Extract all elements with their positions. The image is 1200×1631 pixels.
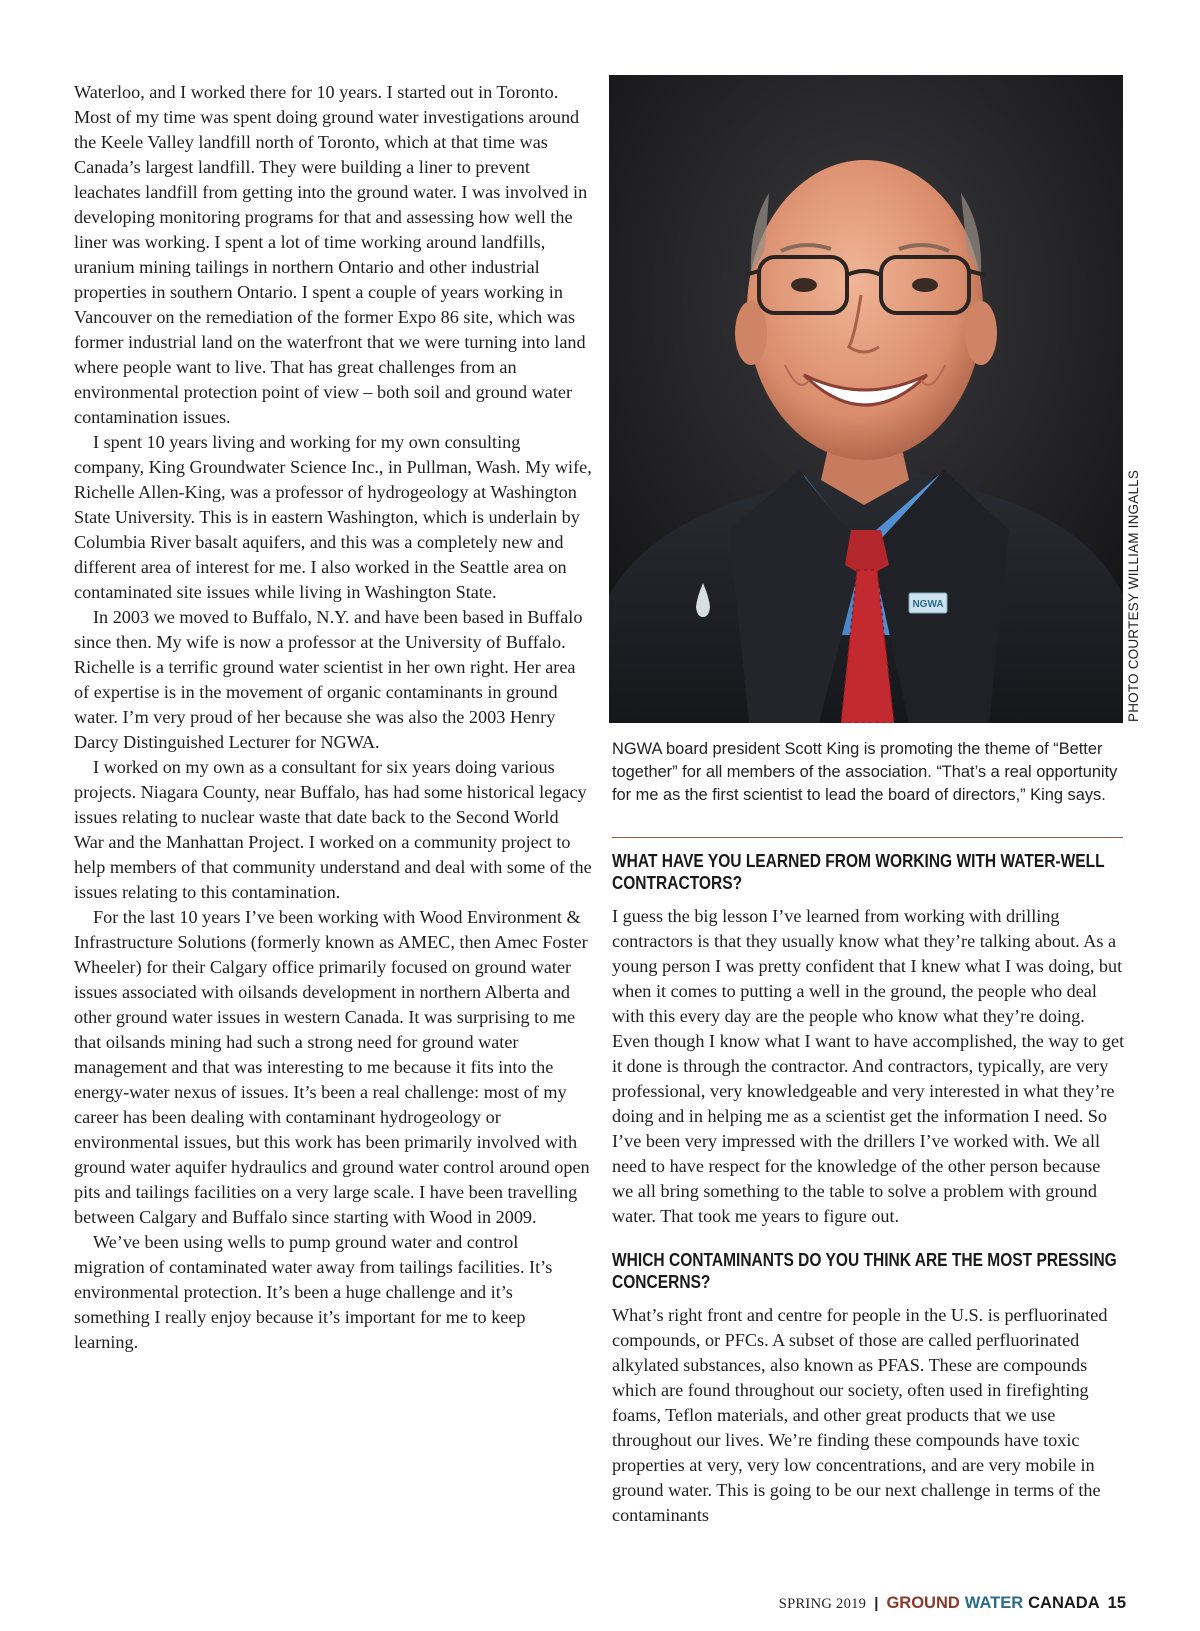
- portrait-photo: [609, 75, 1123, 723]
- body-paragraph: I spent 10 years living and working for my own consulting company, King Groundwater Science Inc., in Pullman, Wash. My wife, Richelle Allen-King, was a professor of hydrogeology at Washington State University. This is in eastern Washington, which is underlain by Columbia River basalt aquifers, and this was a completely new and different area of interest for me. I also worked in the Seattle area on contaminated site issues while living in Washington State.: [74, 432, 592, 602]
- body-paragraph: We’ve been using wells to pump ground water and control migration of contaminated water away from tailings facilities. It’s environmental protection. It’s been a huge challenge and it’s something I really enjoy because it’s important for me to keep learning.: [74, 1232, 553, 1352]
- body-paragraph: In 2003 we moved to Buffalo, N.Y. and have been based in Buffalo since then. My wife is now a professor at the University of Buffalo. Richelle is a terrific ground water scientist in her own right. Her area of expertise is in the movement of organic contaminants in ground water. I’m very proud of her because she was also the 2003 Henry Darcy Distinguished Lecturer for NGWA.: [74, 607, 583, 752]
- right-column: [612, 850, 1126, 1528]
- page-number: 15: [1107, 1594, 1126, 1612]
- answer-paragraph: What’s right front and centre for people in the U.S. is perfluorinated compounds, or PFCs. A subset of those are called perfluorinated alkylated substances, also known as PFAS. These are compounds which are found throughout our society, often used in firefighting foams, Teflon materials, and other great products that we use throughout our lives. We’re finding these compounds have toxic properties at very, very low concentrations, and are very mobile in ground water. This is going to be our next challenge in terms of the contaminants: [612, 1305, 1108, 1525]
- magazine-name-water: WATER: [964, 1594, 1024, 1612]
- portrait-illustration: [609, 75, 1123, 723]
- left-column: [74, 80, 592, 1355]
- section-divider: [612, 837, 1123, 838]
- magazine-name-ground: GROUND: [886, 1594, 960, 1612]
- photo-credit: PHOTO COURTESY WILLIAM INGALLS: [1126, 469, 1141, 722]
- body-paragraph: Waterloo, and I worked there for 10 years. I started out in Toronto. Most of my time was spent doing ground water investigations around the Keele Valley landfill north of Toronto, which at that time was Canada’s largest landfill. They were building a liner to prevent leachates landfill from getting into the ground water. I was involved in developing monitoring programs for that and assessing how well the liner was working. I spent a lot of time working around landfills, uranium mining tailings in northern Ontario and other industrial properties in southern Ontario. I spent a couple of years working in Vancouver on the remediation of the former Expo 86 site, which was former industrial land on the waterfront that we were turning into land where people want to live. That has great challenges from an environmental protection point of view – both soil and ground water contamination issues.: [74, 82, 588, 427]
- photo-caption: NGWA board president Scott King is promoting the theme of “Better together” for all members of the association. “That’s a real opportunity for me as the first scientist to lead the board of directors,” King says.: [612, 740, 1118, 804]
- answer-paragraph: I guess the big lesson I’ve learned from working with drilling contractors is that they usually know what they’re talking about. As a young person I was pretty confident that I knew what I was doing, but when it comes to putting a well in the ground, the people who deal with this every day are the people who know what they’re doing. Even though I know what I want to have accomplished, the way to get it done is through the contractor. And contractors, typically, are very professional, very knowledgeable and very interested in what they’re doing and in helping me as a scientist get the information I need. So I’ve been very impressed with the drillers I’ve worked with. We all need to have respect for the knowledge of the other person because we all bring something to the table to solve a problem with ground water. That took me years to figure out.: [612, 906, 1125, 1226]
- page-footer: [779, 1594, 1126, 1613]
- question-heading: WHICH CONTAMINANTS DO YOU THINK ARE THE MOST PRESSING CONCERNS?: [612, 1249, 1117, 1292]
- body-paragraph: For the last 10 years I’ve been working with Wood Environment & Infrastructure Solutions (formerly known as AMEC, then Amec Foster Wheeler) for their Calgary office primarily focused on ground water issues associated with oilsands development in northern Alberta and other ground water issues in western Canada. It was surprising to me that oilsands mining had such a strong need for ground water management and that was interesting to me because it fits into the energy-water nexus of issues. It’s been a real challenge: most of my career has been dealing with contaminant hydrogeology or environmental issues, but this work has been primarily involved with ground water aquifer hydraulics and ground water control around open pits and tailings facilities on a very large scale. I have been travelling between Calgary and Buffalo since starting with Wood in 2009.: [74, 907, 590, 1227]
- issue-season: SPRING 2019: [778, 1596, 867, 1612]
- magazine-name-canada: CANADA: [1028, 1594, 1100, 1612]
- pin-badge-text: NGWA: [912, 599, 944, 610]
- body-paragraph: I worked on my own as a consultant for six years doing various projects. Niagara County, near Buffalo, has had some historical legacy issues relating to nuclear waste that date back to the Second World War and the Manhattan Project. I worked on a community project to help members of that community understand and deal with some of the issues relating to this contamination.: [74, 757, 592, 902]
- footer-separator: |: [874, 1595, 879, 1612]
- question-heading: WHAT HAVE YOU LEARNED FROM WORKING WITH WATER-WELL CONTRACTORS?: [612, 850, 1105, 893]
